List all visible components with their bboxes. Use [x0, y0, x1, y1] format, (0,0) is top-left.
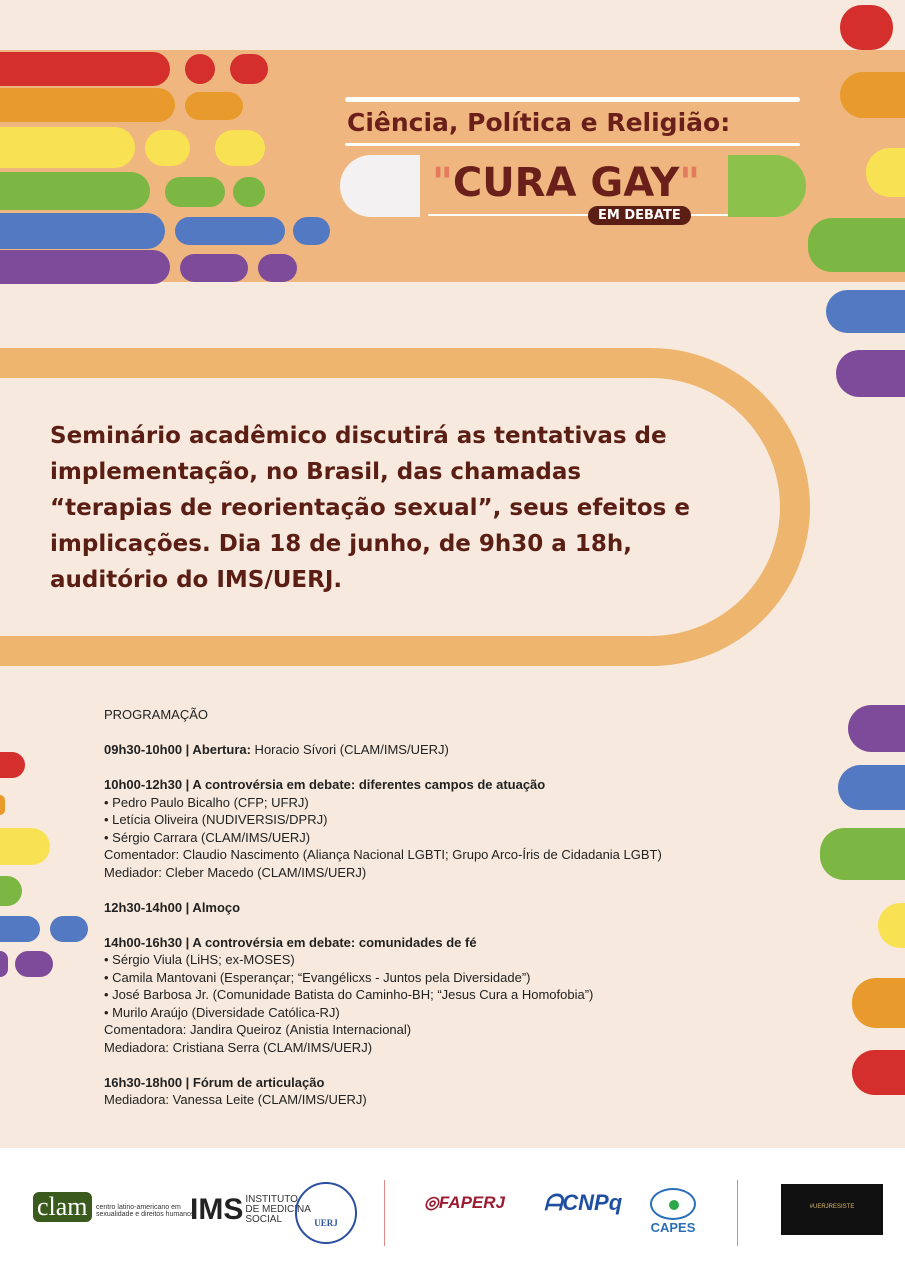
uerj-resiste-logo: #UERJRESISTE	[781, 1184, 883, 1235]
program-heading: PROGRAMAÇÃO	[104, 707, 209, 722]
spacer	[104, 916, 804, 934]
session-line: Mediadora: Vanessa Leite (CLAM/IMS/UERJ)	[104, 1092, 367, 1107]
session-line: • Camila Mantovani (Esperançar; “Evangélicxs - Juntos pela Diversidade”)	[104, 969, 531, 985]
title-badge: EM DEBATE	[588, 206, 691, 225]
session-heading	[104, 1074, 804, 1092]
program-session	[104, 899, 804, 917]
program-session	[104, 934, 804, 1057]
spacer	[104, 1056, 804, 1074]
session-heading	[104, 776, 804, 794]
session-heading	[104, 899, 804, 917]
session-line: • José Barbosa Jr. (Comunidade Batista do Caminho-BH; “Jesus Cura a Homofobia”)	[104, 987, 594, 1002]
session-line: Mediador: Cleber Macedo (CLAM/IMS/UERJ)	[104, 864, 367, 880]
session-heading	[104, 741, 804, 759]
session-line: • Letícia Oliveira (NUDIVERSIS/DPRJ)	[104, 812, 328, 827]
session-line: • Sérgio Carrara (CLAM/IMS/UERJ)	[104, 829, 311, 845]
session-time: 14h00-16h30 | A controvérsia em debate: comunidades de fé	[104, 934, 477, 950]
session-line: Comentadora: Jandira Queiroz (Anistia Internacional)	[104, 1022, 412, 1037]
program-session	[104, 1074, 804, 1109]
program-session	[104, 741, 804, 759]
divider	[384, 1180, 385, 1246]
clam-logo: clam centro latino-americano em sexualidade e direitos humanos	[33, 1192, 196, 1222]
ims-logo: IMS INSTITUTO DE MEDICINA SOCIAL	[190, 1193, 311, 1226]
session-heading	[104, 934, 804, 952]
divider	[345, 143, 800, 146]
session-time: 16h30-18h00 | Fórum de articulação	[104, 1074, 325, 1090]
uerj-logo: UERJ	[295, 1182, 357, 1244]
session-speaker: Horacio Sívori (CLAM/IMS/UERJ)	[250, 742, 449, 757]
divider	[737, 1180, 738, 1246]
program-session	[104, 776, 804, 881]
session-line: Comentador: Claudio Nascimento (Aliança Nacional LGBTI; Grupo Arco-Íris de Cidadania LGBT)	[104, 847, 662, 862]
session-line: • Sérgio Viula (LiHS; ex-MOSES)	[104, 952, 295, 967]
capsule-left-icon	[340, 155, 420, 217]
spacer	[104, 759, 804, 777]
title-main: "CURA GAY"	[432, 160, 701, 206]
divider	[345, 97, 800, 102]
cnpq-logo: ᗩCNPq	[544, 1190, 623, 1215]
faperj-logo: ◎FAPERJ	[424, 1193, 505, 1212]
session-time: 09h30-10h00 | Abertura:	[104, 742, 251, 757]
spacer	[104, 881, 804, 899]
session-time: 12h30-14h00 | Almoço	[104, 899, 241, 915]
session-line: Mediadora: Cristiana Serra (CLAM/IMS/UERJ)	[104, 1039, 373, 1055]
session-time: 10h00-12h30 | A controvérsia em debate: diferentes campos de atuação	[104, 777, 546, 792]
title-line1: Ciência, Política e Religião:	[347, 108, 731, 137]
program	[104, 706, 804, 1109]
lead-text: Seminário acadêmico discutirá as tentativas de implementação, no Brasil, das chamadas “terapias de reorientação sexual”, seus efeitos e implicações. Dia 18 de junho, de 9h30 a 18h, auditório do IMS/UERJ.	[50, 423, 690, 593]
capes-logo: CAPES	[650, 1188, 696, 1235]
session-line: • Pedro Paulo Bicalho (CFP; UFRJ)	[104, 794, 309, 810]
session-line: • Murilo Araújo (Diversidade Católica-RJ)	[104, 1004, 340, 1020]
capsule-right-icon	[728, 155, 806, 217]
spacer	[104, 724, 804, 742]
